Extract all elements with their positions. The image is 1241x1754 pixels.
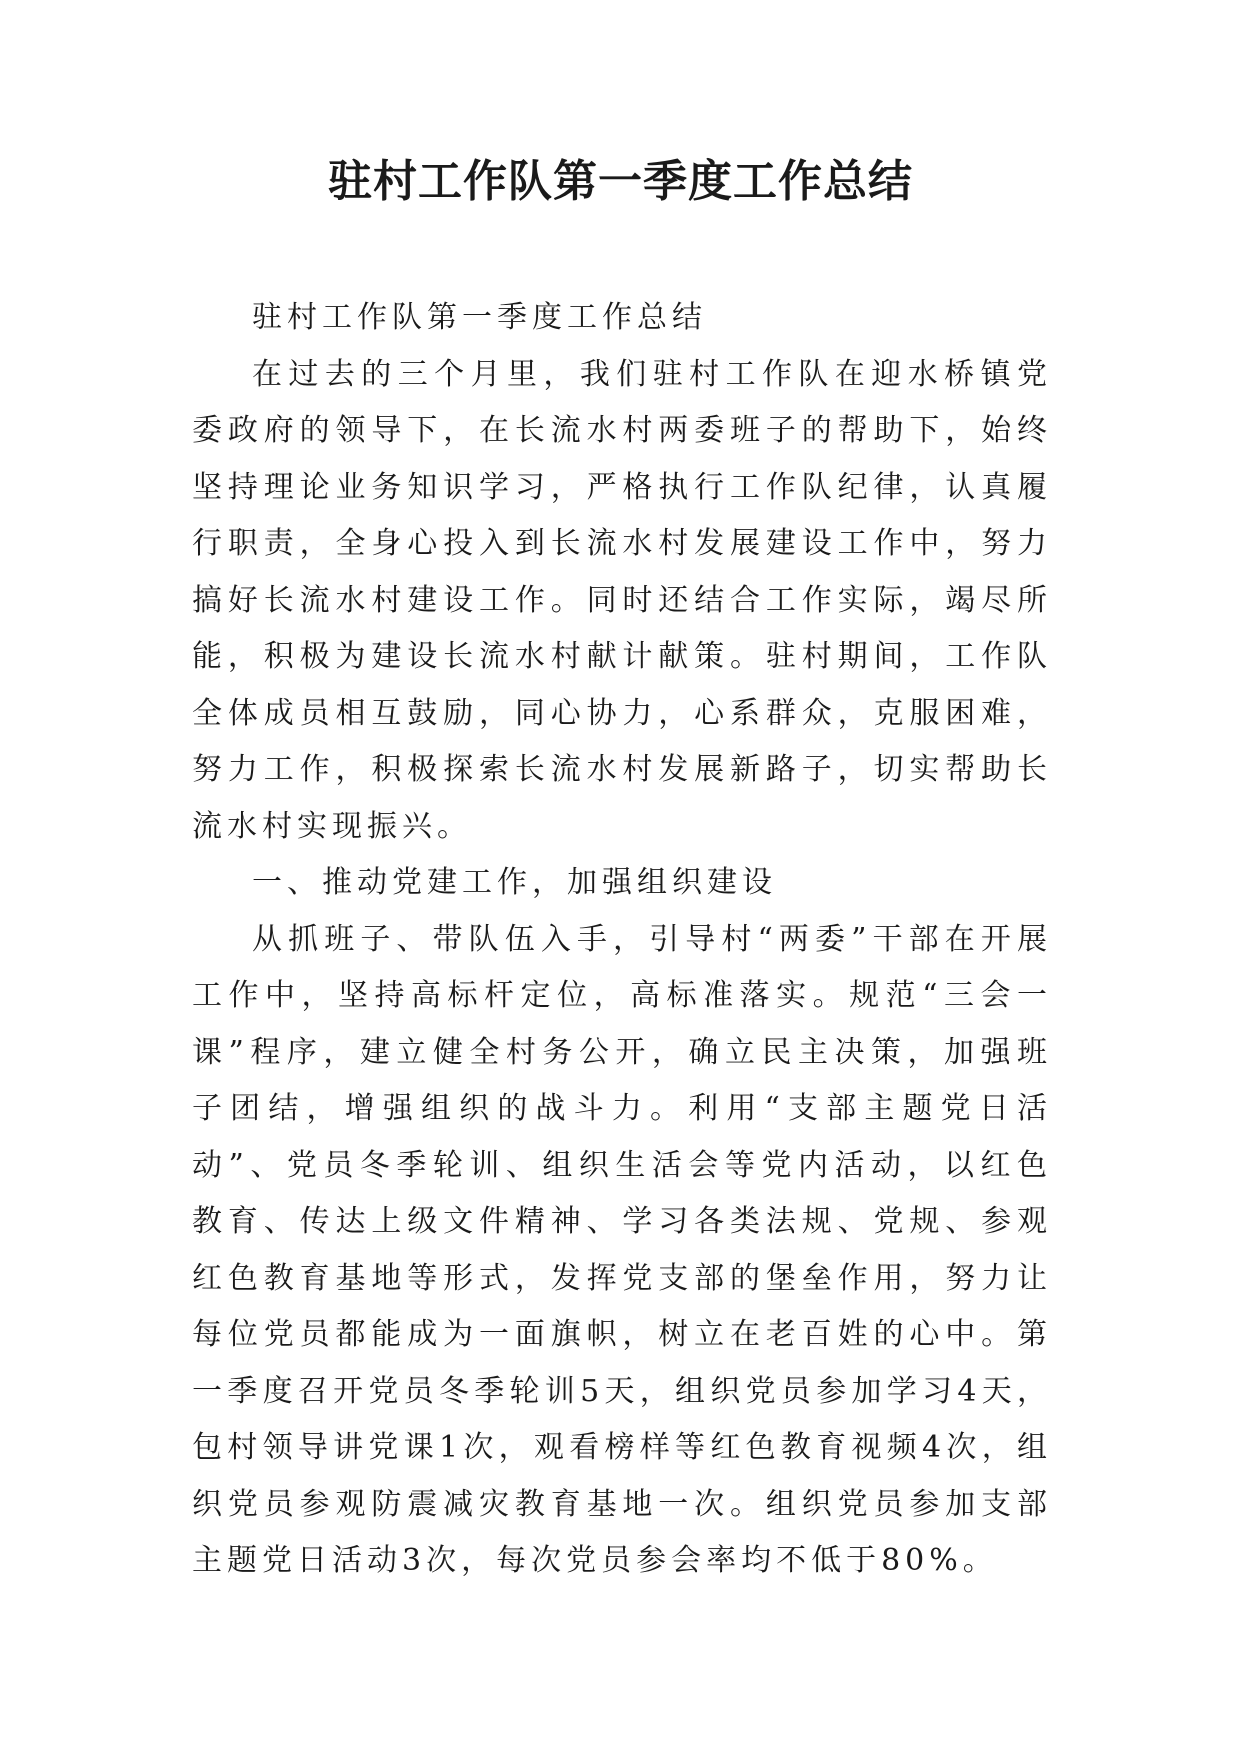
document-title: 驻村工作队第一季度工作总结 — [328, 156, 913, 207]
section-paragraph: 从抓班子、带队伍入手，引导村“两委”干部在开展工作中，坚持高标杆定位，高标准落实。规范“三会一课”程序，建立健全村务公开，确立民主决策，加强班子团结，增强组织的战斗力。利用“支部主题党日活动”、党员冬季轮训、组织生活会等党内活动，以红色教育、传达上级文件精神、学习各类法规、党规、参观红色教育基地等形式，发挥党支部的堡垒作用，努力让每位党员都能成为一面旗帜，树立在老百姓的心中。第一季度召开党员冬季轮训5天，组织党员参加学习4天，包村领导讲党课1次，观看榜样等红色教育视频4次，组织党员参观防震减灾教育基地一次。组织党员参加支部主题党日活动3次，每次党员参会率均不低于80%。 — [192, 921, 1052, 1578]
intro-paragraph: 在过去的三个月里，我们驻村工作队在迎水桥镇党委政府的领导下，在长流水村两委班子的帮助下，始终坚持理论业务知识学习，严格执行工作队纪律，认真履行职责，全身心投入到长流水村发展建设工作中，努力搞好长流水村建设工作。同时还结合工作实际，竭尽所能，积极为建设长流水村献计献策。驻村期间，工作队全体成员相互鼓励，同心协力，心系群众，克服困难，努力工作，积极探索长流水村发展新路子，切实帮助长流水村实现振兴。 — [192, 356, 1052, 844]
section-heading: 一、推动党建工作，加强组织建设 — [252, 865, 777, 900]
subtitle-paragraph: 驻村工作队第一季度工作总结 — [252, 300, 707, 335]
document-body — [192, 290, 1052, 1590]
